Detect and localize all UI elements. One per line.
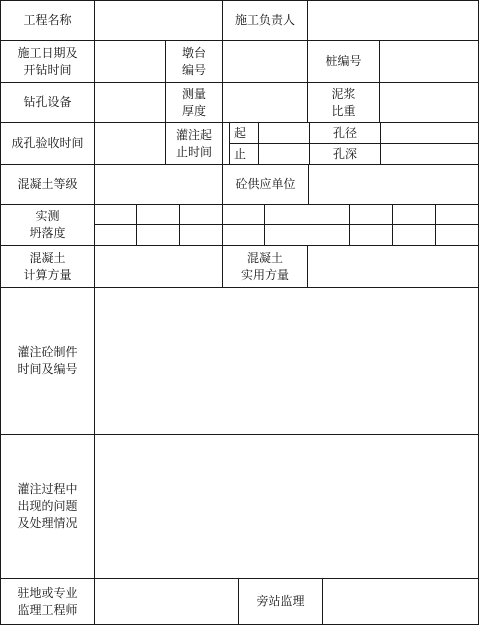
pour-end-label: 止 — [234, 146, 247, 161]
rule — [322, 578, 323, 625]
pour-start-label: 起 — [234, 125, 247, 140]
rule — [258, 122, 259, 164]
project-name-label: 工程名称 — [23, 13, 72, 27]
rule — [222, 0, 223, 287]
pour-time-label: 灌注起 止时间 — [175, 127, 212, 159]
concrete-grade-label: 混凝土等级 — [17, 177, 78, 191]
rule — [435, 204, 436, 245]
slump-label: 实测 坍落度 — [29, 209, 66, 240]
pier-number-label: 墩台 编号 — [181, 45, 206, 77]
rule — [380, 122, 381, 164]
pile-number-label: 桩编号 — [325, 54, 362, 68]
drilling-equipment-label: 钻孔设备 — [23, 95, 72, 109]
mud-density-label: 泥浆 比重 — [331, 86, 356, 118]
actual-volume-label: 混凝土 实用方量 — [240, 250, 289, 282]
concrete-supplier-label: 砼供应单位 — [235, 177, 296, 191]
hole-diameter-label: 孔径 — [332, 125, 357, 140]
resident-engineer-label: 驻地或专业 监理工程师 — [17, 585, 78, 617]
rule — [94, 224, 479, 225]
rule — [392, 204, 393, 245]
rule — [307, 245, 308, 287]
rule — [379, 40, 380, 122]
calc-volume-label: 混凝土 计算方量 — [23, 250, 72, 282]
measured-thickness-label: 测量 厚度 — [181, 86, 206, 118]
rule — [308, 164, 309, 204]
rule — [307, 0, 308, 40]
rule — [94, 0, 95, 625]
hole-acceptance-time-label: 成孔验收时间 — [11, 136, 84, 150]
hole-depth-label: 孔深 — [332, 146, 357, 161]
pour-sample-label: 灌注砼制件 时间及编号 — [17, 345, 78, 376]
rule — [264, 204, 265, 245]
rule — [349, 204, 350, 245]
rule — [179, 204, 180, 245]
rule — [136, 204, 137, 245]
start-date-label: 施工日期及 开钻时间 — [17, 45, 78, 77]
side-supervision-label: 旁站监理 — [256, 594, 305, 608]
pour-issues-label: 灌注过程中 出现的问题 及处理情况 — [17, 482, 78, 530]
construction-manager-label: 施工负责人 — [234, 13, 295, 27]
